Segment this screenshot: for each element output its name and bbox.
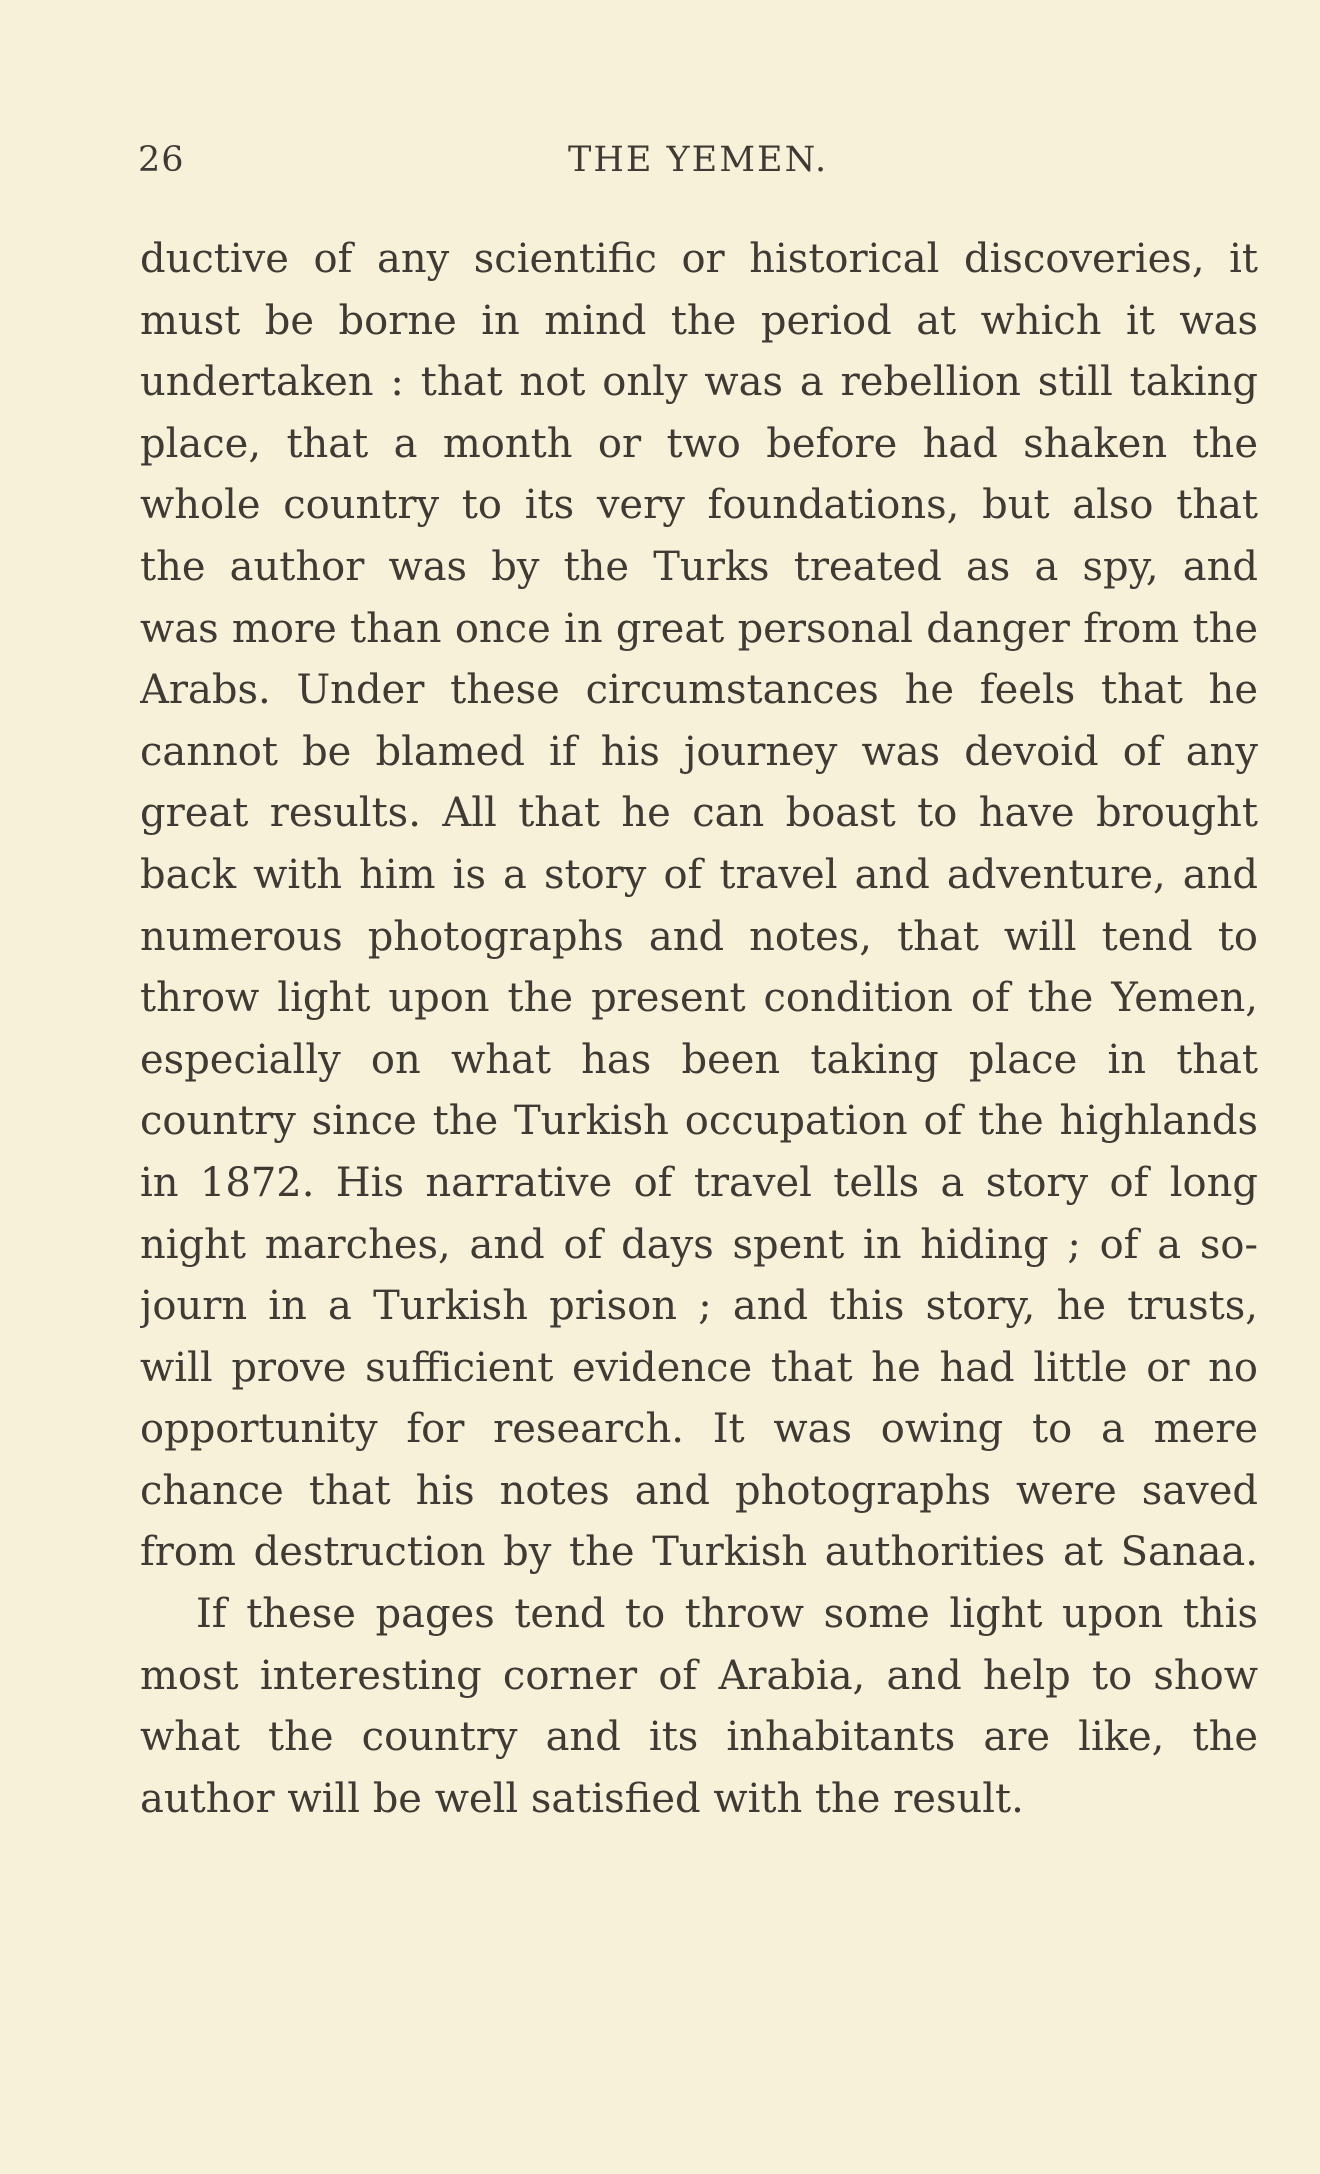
text-line: especially on what has been taking place in that: [140, 1036, 1258, 1083]
text-line: night marches, and of days spent in hiding ; of a so-: [140, 1221, 1258, 1268]
body-text: [140, 229, 1258, 1830]
text-line: in 1872. His narrative of travel tells a story of long: [140, 1159, 1258, 1206]
text-line: opportunity for research. It was owing to a mere: [140, 1406, 1258, 1453]
text-line: great results. All that he can boast to have brought: [140, 790, 1258, 837]
text-line: ductive of any scientific or historical discoveries, it: [140, 236, 1258, 282]
text-line: If these pages tend to throw some light upon this: [196, 1591, 1258, 1638]
text-line: Arabs. Under these circumstances he feels that he: [140, 667, 1258, 714]
paragraph-1: [140, 229, 1258, 1584]
text-line: chance that his notes and photographs were saved: [140, 1467, 1258, 1514]
text-line: numerous photographs and notes, that will tend to: [140, 913, 1258, 960]
text-line: place, that a month or two before had shaken the: [140, 420, 1258, 467]
text-line: must be borne in mind the period at which it was: [140, 297, 1258, 344]
text-line: author will be well satisfied with the result.: [140, 1775, 1024, 1822]
text-line: whole country to its very foundations, but also that: [140, 482, 1258, 529]
text-line: was more than once in great personal danger from the: [140, 605, 1258, 652]
text-line: what the country and its inhabitants are like, the: [140, 1714, 1258, 1761]
running-head: [138, 140, 1256, 190]
text-line: the author was by the Turks treated as a spy, and: [140, 543, 1258, 590]
paragraph-2: [140, 1584, 1258, 1830]
text-line: throw light upon the present condition of the Yemen,: [140, 975, 1258, 1022]
text-line: most interesting corner of Arabia, and help to show: [140, 1652, 1258, 1699]
text-line: journ in a Turkish prison ; and this story, he trusts,: [140, 1283, 1258, 1330]
text-line: back with him is a story of travel and adventure, and: [140, 851, 1258, 898]
text-line: will prove sufficient evidence that he had little or no: [140, 1344, 1258, 1391]
text-line: from destruction by the Turkish authorities at Sanaa.: [140, 1529, 1258, 1576]
running-title: THE YEMEN.: [568, 140, 829, 180]
page-number: 26: [138, 140, 185, 180]
text-line: cannot be blamed if his journey was devoid of any: [140, 728, 1258, 775]
text-line: undertaken : that not only was a rebellion still taking: [140, 359, 1258, 406]
text-line: country since the Turkish occupation of the highlands: [140, 1098, 1258, 1145]
